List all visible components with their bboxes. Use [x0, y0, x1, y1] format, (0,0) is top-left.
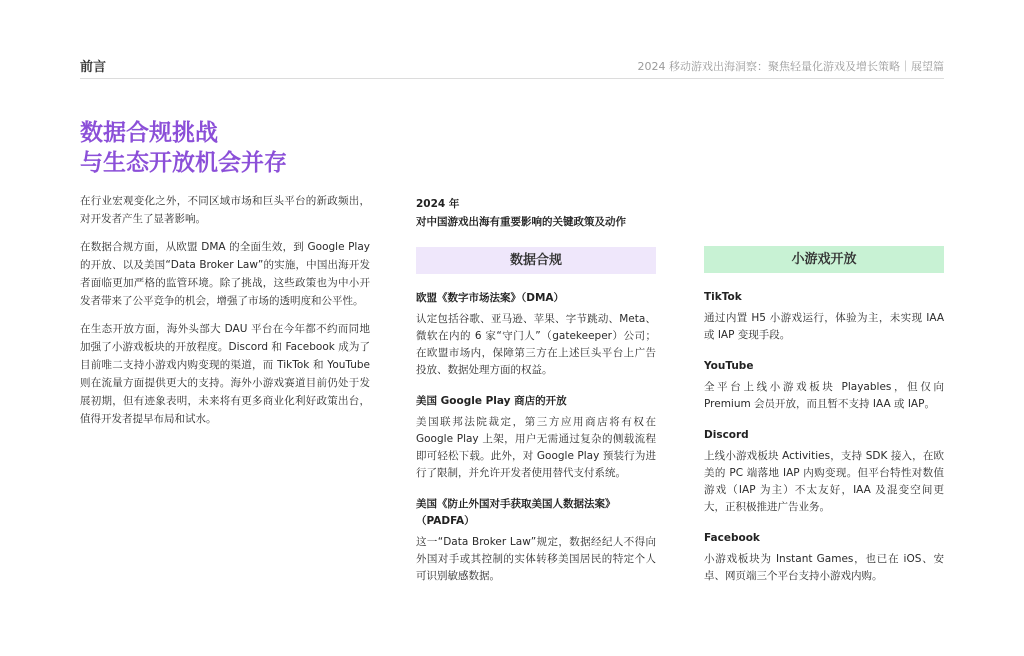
platform-description: 全平台上线小游戏板块 Playables，但仅向 Premium 会员开放，而且暂不支持 IAA 或 IAP。	[704, 381, 944, 410]
platform-item	[704, 530, 944, 585]
policy-item	[416, 496, 656, 585]
report-title: 2024 移动游戏出海洞察：聚焦轻量化游戏及增长策略｜展望篇	[637, 60, 944, 73]
policy-item	[416, 290, 656, 379]
intro-paragraph: 在行业宏观变化之外，不同区域市场和巨头平台的新政频出，对开发者产生了显著影响。	[80, 195, 370, 225]
platform-name: Facebook	[704, 532, 760, 544]
policy-item-title: 美国《防止外国对手获取美国人数据法案》（PADFA）	[416, 498, 616, 527]
page-header	[80, 56, 944, 80]
platform-description: 小游戏板块为 Instant Games，也已在 iOS、安卓、网页端三个平台支持小游戏内购。	[704, 553, 944, 582]
page-title-line-1: 数据合规挑战	[80, 120, 218, 146]
page-title	[80, 118, 480, 178]
platform-name: Discord	[704, 429, 749, 441]
intro-paragraph: 在数据合规方面，从欧盟 DMA 的全面生效，到 Google Play 的开放、以及美国“Data Broker Law”的实施，中国出海开发者面临更加严格的监管环境。除了挑战，这些政策也为中小开发者带来了公平竞争的机会，增强了市场的透明度和公平性。	[80, 241, 370, 307]
mini-games-header: 小游戏开放	[704, 246, 944, 273]
platform-description: 上线小游戏板块 Activities，支持 SDK 接入，在欧美的 PC 端落地 IAP 内购变现。但平台特性对数值游戏（IAP 为主）不太友好，IAA 及混变空间更大，正积极推进广告业务。	[704, 450, 944, 513]
mini-games-column	[704, 246, 944, 585]
data-compliance-header: 数据合规	[416, 247, 656, 274]
header-divider	[80, 78, 944, 79]
policy-item-title: 美国 Google Play 商店的开放	[416, 395, 567, 407]
policy-item-title: 欧盟《数字市场法案》（DMA）	[416, 292, 565, 304]
data-compliance-column	[416, 195, 656, 585]
platform-name: YouTube	[704, 360, 754, 372]
policy-item-body: 这一“Data Broker Law”规定，数据经纪人不得向外国对手或其控制的实体转移美国居民的特定个人可识别敏感数据。	[416, 536, 656, 582]
policy-description: 对中国游戏出海有重要影响的关键政策及动作	[416, 216, 626, 228]
platform-description: 通过内置 H5 小游戏运行，体验为主，未实现 IAA 或 IAP 变现手段。	[704, 312, 944, 341]
intro-text	[80, 192, 370, 438]
policy-item-body: 美国联邦法院裁定，第三方应用商店将有权在 Google Play 上架，用户无需通过复杂的侧载流程即可轻松下载。此外，对 Google Play 预装行为进行了限制，并允许开发者使用替代支付系统。	[416, 416, 656, 479]
page-title-line-2: 与生态开放机会并存	[80, 150, 287, 176]
platform-item	[704, 427, 944, 516]
policy-year: 2024 年	[416, 198, 460, 210]
section-label: 前言	[80, 60, 107, 75]
policy-item-body: 认定包括谷歌、亚马逊、苹果、字节跳动、Meta、微软在内的 6 家“守门人”（gatekeeper）公司；在欧盟市场内，保障第三方在上述巨头平台上广告投放、数据处理方面的权益。	[416, 313, 656, 376]
platform-item	[704, 358, 944, 413]
policy-item	[416, 393, 656, 482]
platform-name: TikTok	[704, 291, 742, 303]
intro-paragraph: 在生态开放方面，海外头部大 DAU 平台在今年都不约而同地加强了小游戏板块的开放程度。Discord 和 Facebook 成为了目前唯二支持小游戏内购变现的渠道，而 TikTok 和 YouTube 则在流量方面提供更大的支持。海外小游戏赛道目前仍处于发展初期，但有迹象表明，未来将有更多商业化利好政策出台，值得开发者提早布局和试水。	[80, 323, 370, 425]
platform-item	[704, 289, 944, 344]
